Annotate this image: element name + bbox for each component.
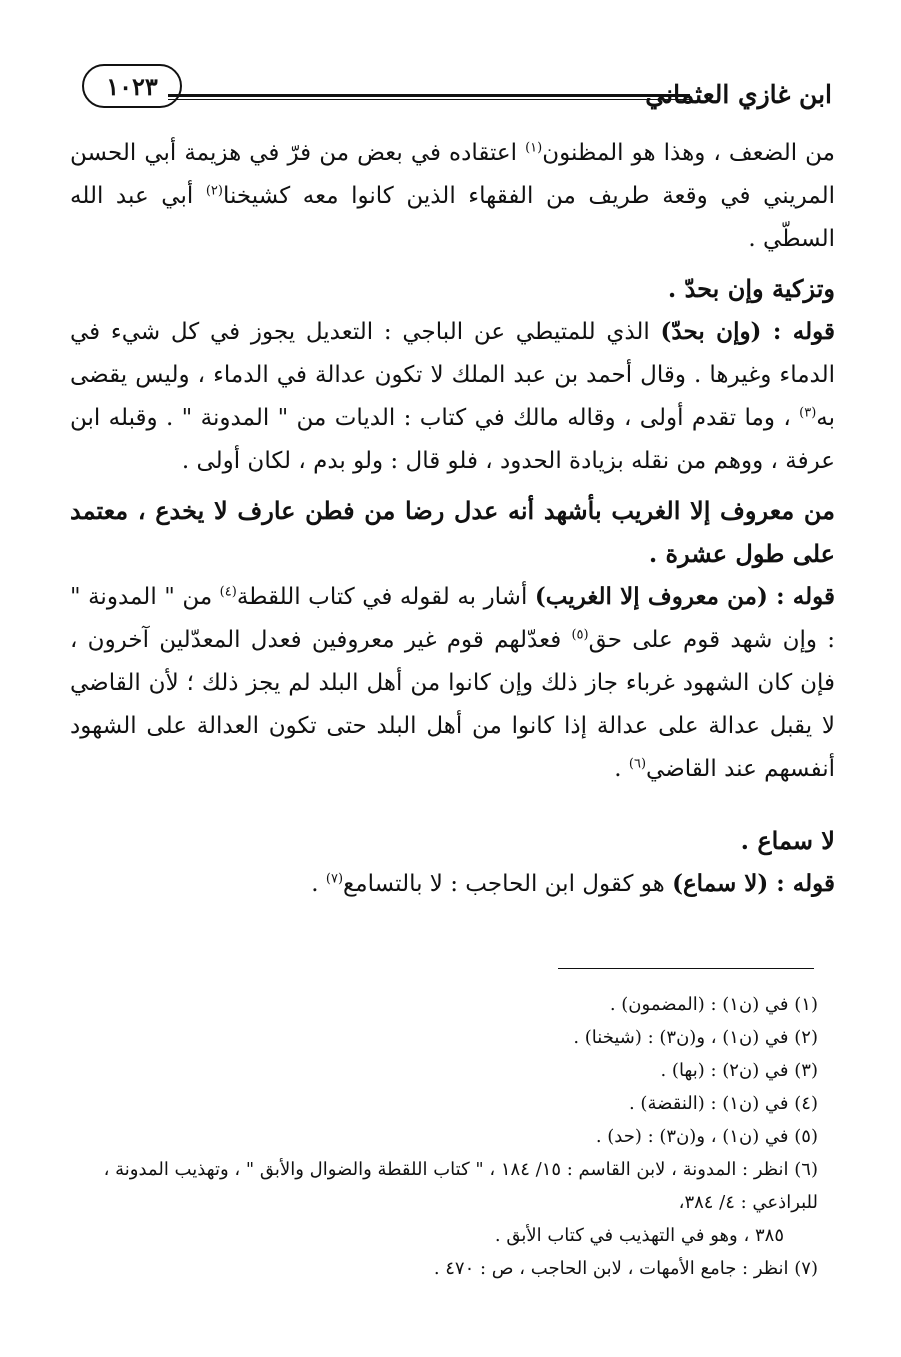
matn-line-1: وتزكية وإن بحدّ . — [667, 274, 835, 303]
footnote-7: (٧) انظر : جامع الأمهات ، لابن الحاجب ، ص : ٤٧٠ . — [433, 1258, 818, 1279]
main-text — [70, 132, 835, 906]
paragraph-text: هو كقول ابن الحاجب : لا بالتسامع — [343, 871, 673, 897]
footnote-ref: (٤) — [219, 584, 237, 600]
commentary-lemma: قوله : (لا سماع) — [672, 870, 835, 897]
commentary-lemma: قوله : (وإن بحدّ) — [660, 318, 835, 345]
matn-line-2: من معروف إلا الغريب بأشهد أنه عدل رضا من فطن عارف لا يخدع ، معتمد على طول عشرة . — [70, 496, 835, 568]
footnote-ref: (١) — [525, 140, 543, 156]
footnote-ref: (٧) — [325, 871, 344, 887]
paragraph-3 — [70, 575, 835, 791]
page-number: ١٠٢٣ — [82, 64, 182, 108]
running-title: ابن غازي العثماني — [645, 80, 832, 109]
paragraph-1 — [70, 132, 835, 261]
footnote-separator — [558, 968, 814, 969]
footnote-ref: (٥) — [571, 627, 589, 643]
header-rule — [168, 94, 690, 100]
paragraph-text: أشار به لقوله في كتاب اللقطة — [236, 584, 535, 610]
paragraph-text: . — [614, 756, 629, 782]
paragraph-text: . — [311, 871, 326, 897]
footnote-1: (١) في (ن١) : (المضمون) . — [609, 994, 818, 1015]
footnote-4: (٤) في (ن١) : (النقضة) . — [628, 1093, 818, 1114]
footnote-2: (٢) في (ن١) ، و(ن٣) : (شيخنا) . — [573, 1027, 818, 1048]
paragraph-text: ، وما تقدم أولى ، وقاله مالك في كتاب : الديات من " المدونة " . وقبله ابن عرفة ، ووهم من نقله بزيادة الحدود ، فلو قال : ولو بدم ، لكان أولى . — [70, 405, 835, 474]
footnote-3: (٣) في (ن٢) : (بها) . — [660, 1060, 818, 1081]
paragraph-4 — [70, 862, 835, 906]
commentary-lemma: قوله : (من معروف إلا الغريب) — [534, 583, 835, 610]
footnote-ref: (٢) — [205, 183, 223, 199]
footnote-ref: (٣) — [799, 405, 817, 421]
paragraph-text: اعتقاده في بعض من فرّ في هزيمة أبي الحسن المريني في وقعة طريف من الفقهاء الذين كانوا معه كشيخنا — [70, 140, 835, 209]
matn-line-3: لا سماع . — [740, 826, 835, 855]
paragraph-text: الذي للمتيطي عن الباجي : التعديل يجوز في كل شيء في الدماء وغيرها . وقال أحمد بن عبد الملك لا تكون عدالة في الدماء ، وليس يقضى به — [70, 319, 835, 431]
paragraph-text: أبي عبد الله السطّي . — [70, 183, 835, 252]
footnote-5: (٥) في (ن١) ، و(ن٣) : (حد) . — [595, 1126, 818, 1147]
paragraph-text: فعدّلهم قوم غير معروفين فعدل المعدّلين آخرون ، فإن كان الشهود غرباء جاز ذلك وإن كانوا من أهل البلد لم يجز ذلك ؛ لأن القاضي لا يقبل عدالة على عدالة إذا كانوا من أهل البلد حتى تكون العدالة على الشهود أنفسهم عند القاضي — [70, 627, 835, 782]
paragraph-text: من " المدونة " : وإن شهد قوم على حق — [70, 584, 835, 653]
footnotes — [40, 988, 818, 1285]
paragraph-text: من الضعف ، وهذا هو المظنون — [542, 140, 835, 166]
footnote-ref: (٦) — [628, 756, 647, 772]
footnote-6-continued: ٣٨٥ ، وهو في التهذيب في كتاب الأبق . — [494, 1225, 784, 1246]
footnote-6: (٦) انظر : المدونة ، لابن القاسم : ١٥/ ١٨٤ ، " كتاب اللقطة والضوال والأبق " ، وتهذيب المدونة ، للبراذعي : ٤/ ٣٨٤، — [103, 1159, 818, 1213]
paragraph-2 — [70, 310, 835, 483]
page-header — [82, 64, 832, 108]
